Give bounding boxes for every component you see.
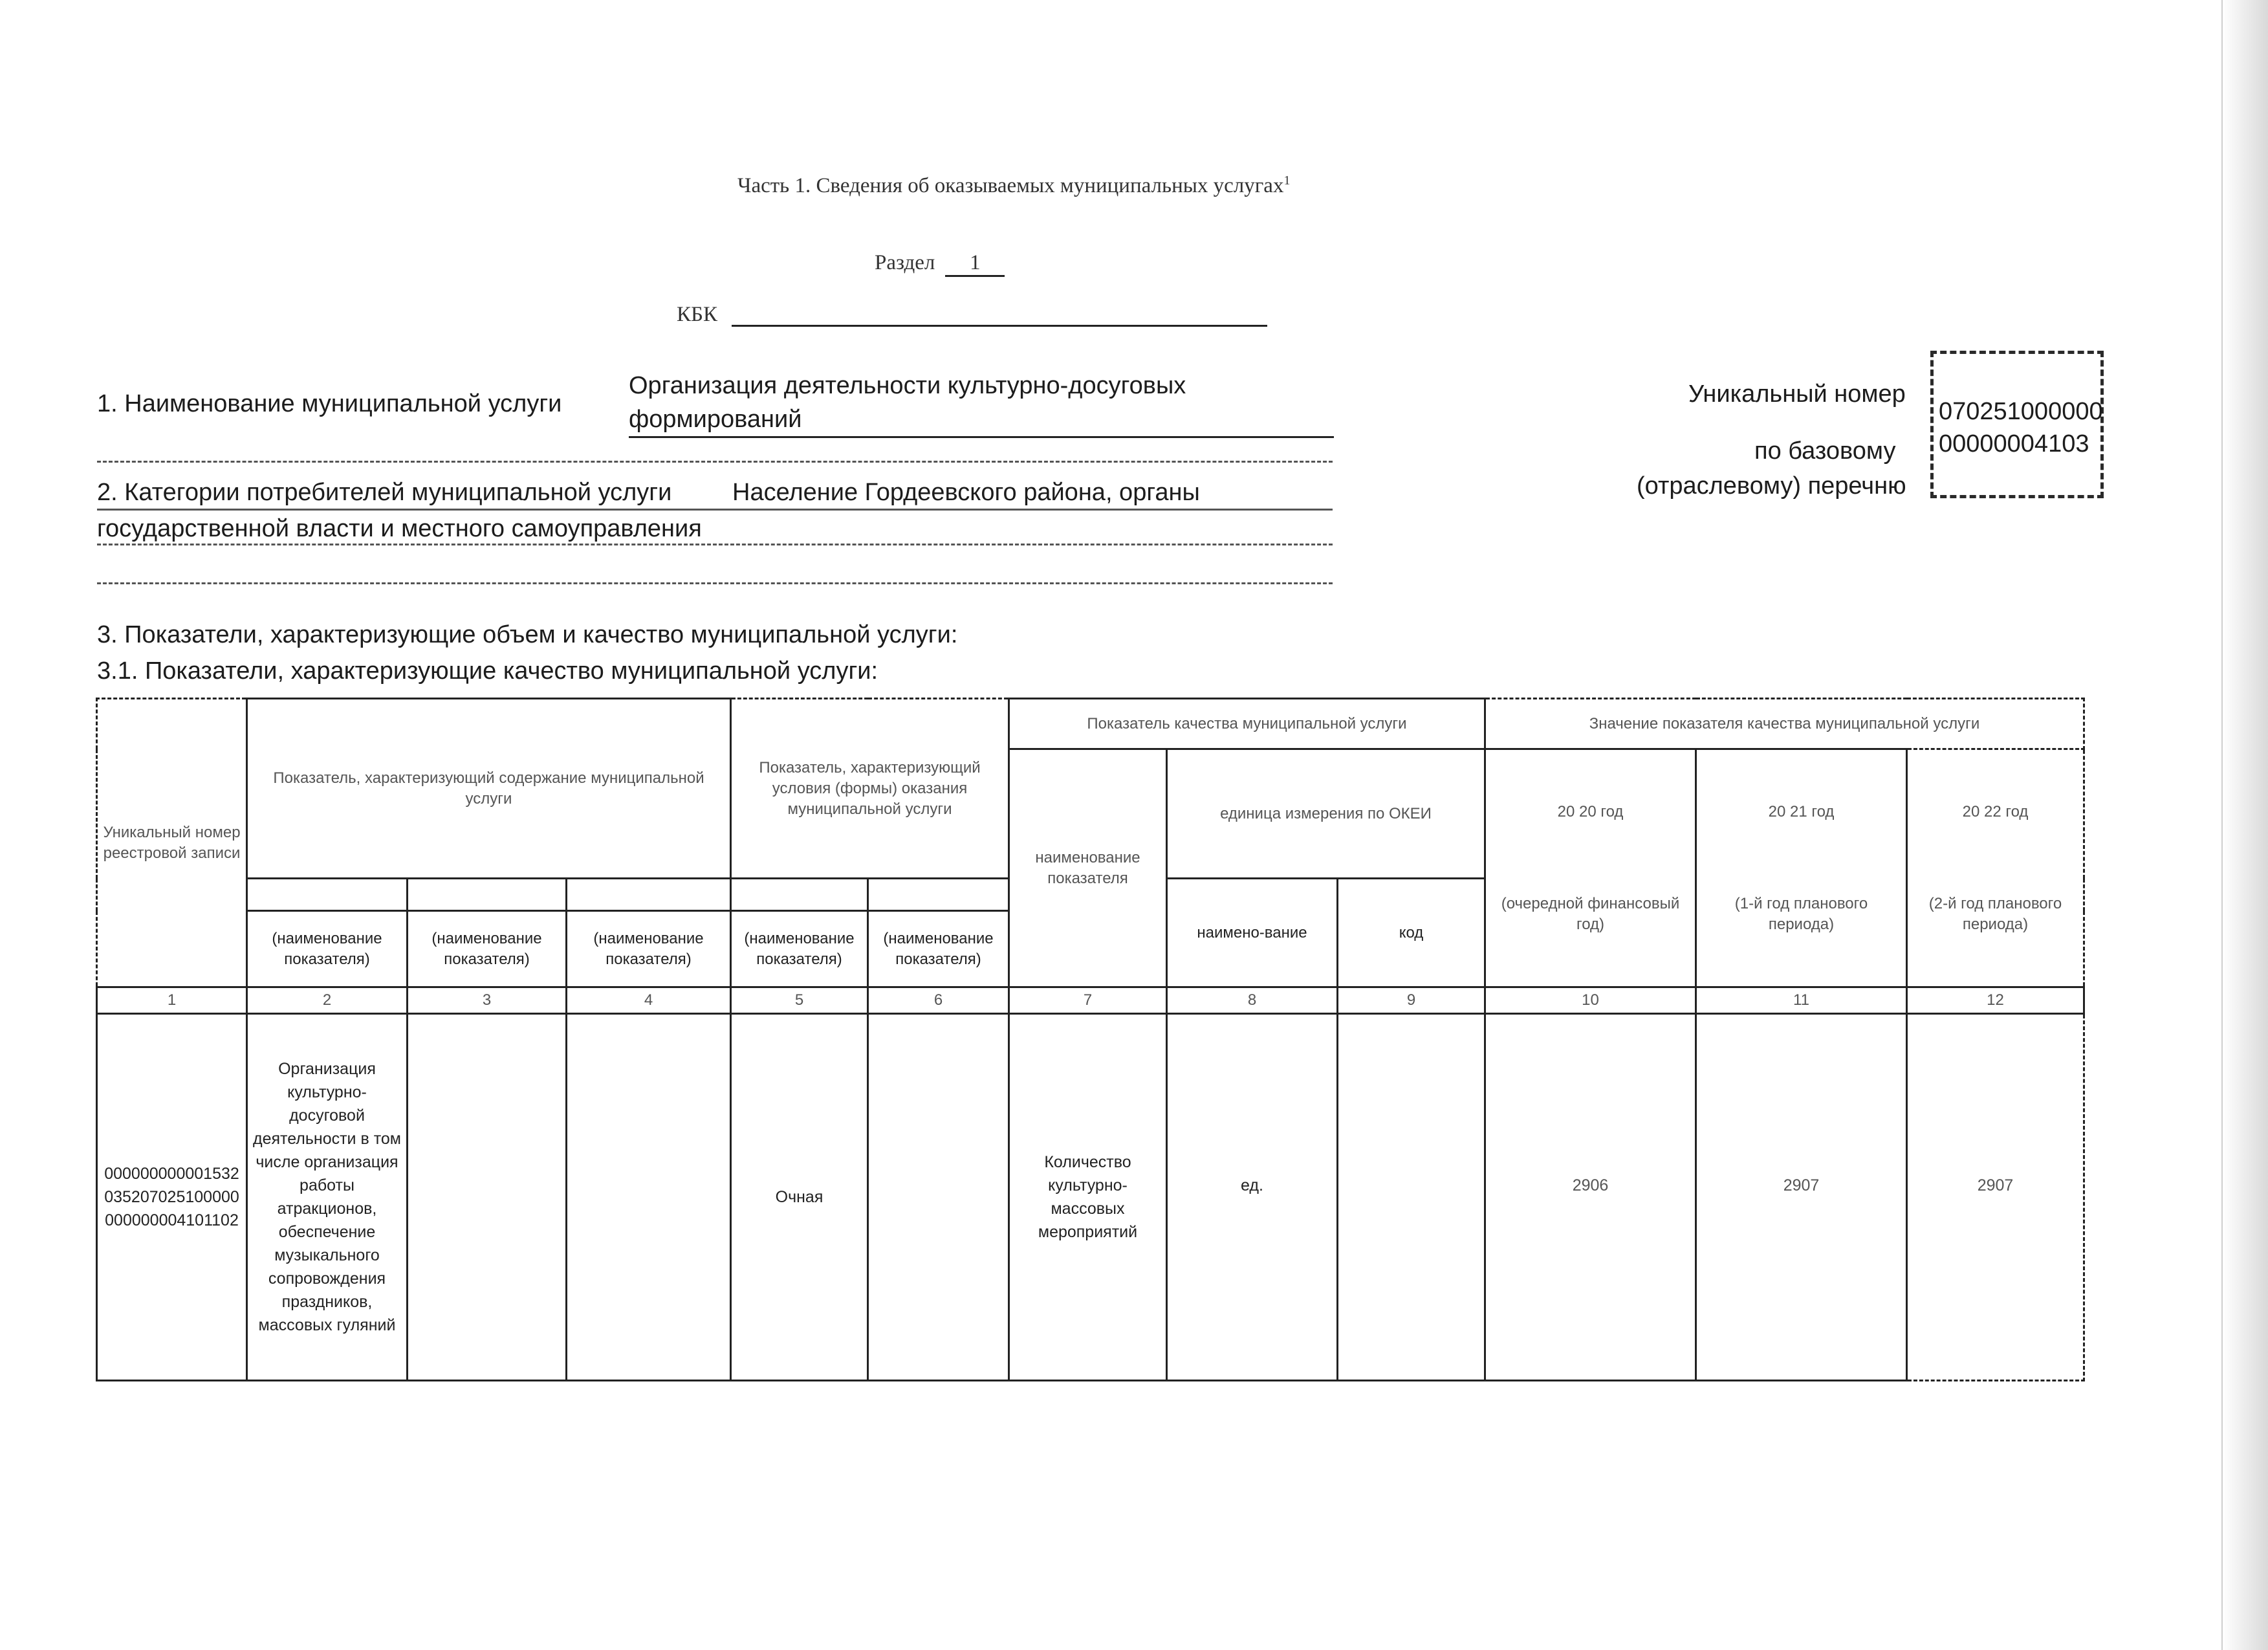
kbk-row bbox=[677, 303, 1267, 327]
consumers-value-cont: государственной власти и местного самоуправления bbox=[97, 515, 702, 542]
header-year-1: 20 20 год (очередной финансовый год) bbox=[1485, 749, 1696, 987]
content-indicator-3 bbox=[567, 1014, 731, 1381]
header-unit-code: код bbox=[1338, 879, 1485, 987]
quality-indicators-table bbox=[96, 698, 2085, 1381]
unique-code-line-1: 070251000000 bbox=[1939, 398, 2103, 425]
unique-list-label: (отраслевому) перечню bbox=[1637, 472, 1906, 500]
part-title: Часть 1. Сведения об оказываемых муниципальных услугах$^1$ bbox=[737, 173, 1291, 197]
header-sub-blank bbox=[247, 879, 408, 911]
consumers-label: 2. Категории потребителей муниципальной услуги bbox=[97, 479, 672, 506]
header-sub-name: (наименование показателя) bbox=[868, 911, 1009, 987]
header-unit-name: наимено-вание bbox=[1167, 879, 1338, 987]
unique-basic-label: по базовому bbox=[1754, 437, 1896, 465]
kbk-label: КБК bbox=[677, 303, 717, 326]
unit-code bbox=[1338, 1014, 1485, 1381]
header-quality: Показатель качества муниципальной услуги bbox=[1009, 699, 1485, 749]
column-number: 9 bbox=[1338, 987, 1485, 1014]
service-name-line-1: Организация деятельности культурно-досуговых bbox=[629, 372, 1186, 399]
header-sub-name: (наименование показателя) bbox=[567, 911, 731, 987]
unique-code-box bbox=[1930, 351, 2104, 498]
kbk-field bbox=[732, 305, 1267, 327]
column-number: 6 bbox=[868, 987, 1009, 1014]
service-name-label: 1. Наименование муниципальной услуги bbox=[97, 390, 562, 417]
page-edge bbox=[2221, 0, 2268, 1650]
service-name-line-2: формирований bbox=[629, 406, 802, 433]
condition-indicator-2 bbox=[868, 1014, 1009, 1381]
header-value: Значение показателя качества муниципальной услуги bbox=[1485, 699, 2084, 749]
column-number: 8 bbox=[1167, 987, 1338, 1014]
section-row bbox=[875, 251, 1005, 277]
header-conditions: Показатель, характеризующий условия (формы) оказания муниципальной услуги bbox=[731, 699, 1009, 879]
header-registry: Уникальный номер реестровой записи bbox=[97, 699, 247, 987]
condition-indicator-1: Очная bbox=[731, 1014, 868, 1381]
column-number: 1 bbox=[97, 987, 247, 1014]
column-number: 3 bbox=[408, 987, 567, 1014]
column-number: 5 bbox=[731, 987, 868, 1014]
section-3-heading: 3. Показатели, характеризующие объем и качество муниципальной услуги: bbox=[97, 621, 958, 648]
part-footnote: 1 bbox=[1283, 173, 1291, 188]
divider-line bbox=[97, 544, 1333, 545]
header-content: Показатель, характеризующий содержание муниципальной услуги bbox=[247, 699, 731, 879]
section-number: 1 bbox=[945, 251, 1005, 277]
divider-line bbox=[97, 461, 1333, 463]
section-label: Раздел bbox=[875, 251, 935, 274]
column-number: 7 bbox=[1009, 987, 1167, 1014]
header-year-2: 20 21 год (1-й год планового периода) bbox=[1696, 749, 1907, 987]
divider-line bbox=[97, 582, 1333, 584]
unit-name: ед. bbox=[1167, 1014, 1338, 1381]
column-number: 12 bbox=[1907, 987, 2084, 1014]
header-sub-blank bbox=[567, 879, 731, 911]
header-sub-blank bbox=[408, 879, 567, 911]
header-unit: единица измерения по ОКЕИ bbox=[1167, 749, 1485, 879]
header-sub-name: (наименование показателя) bbox=[247, 911, 408, 987]
column-number: 2 bbox=[247, 987, 408, 1014]
header-sub-blank bbox=[868, 879, 1009, 911]
section-3-1-heading: 3.1. Показатели, характеризующие качество муниципальной услуги: bbox=[97, 657, 878, 685]
value-year-2: 2907 bbox=[1696, 1014, 1907, 1381]
column-number: 11 bbox=[1696, 987, 1907, 1014]
divider-line bbox=[97, 509, 1333, 511]
value-year-1: 2906 bbox=[1485, 1014, 1696, 1381]
unique-code-line-2: 00000004103 bbox=[1939, 430, 2089, 457]
table-row bbox=[97, 1014, 2084, 1381]
header-sub-name: (наименование показателя) bbox=[731, 911, 868, 987]
registry-number: 000000000001532035207025100000000000004101102 bbox=[97, 1014, 247, 1381]
content-indicator-2 bbox=[408, 1014, 567, 1381]
quality-indicator-name: Количество культурно-массовых мероприятий bbox=[1009, 1014, 1167, 1381]
column-number: 10 bbox=[1485, 987, 1696, 1014]
value-year-3: 2907 bbox=[1907, 1014, 2084, 1381]
unique-number-label: Уникальный номер bbox=[1688, 380, 1906, 408]
header-year-3: 20 22 год (2-й год планового периода) bbox=[1907, 749, 2084, 987]
consumers-value: Население Гордеевского района, органы bbox=[732, 479, 1200, 506]
service-name-value bbox=[629, 369, 1334, 438]
column-number: 4 bbox=[567, 987, 731, 1014]
header-indicator-name: наименование показателя bbox=[1009, 749, 1167, 987]
content-indicator-1: Организация культурно-досуговой деятельности в том числе организация работы атракционов, обеспечение музыкального сопровождения праздников, массовых гуляний bbox=[247, 1014, 408, 1381]
header-sub-name: (наименование показателя) bbox=[408, 911, 567, 987]
header-sub-blank bbox=[731, 879, 868, 911]
